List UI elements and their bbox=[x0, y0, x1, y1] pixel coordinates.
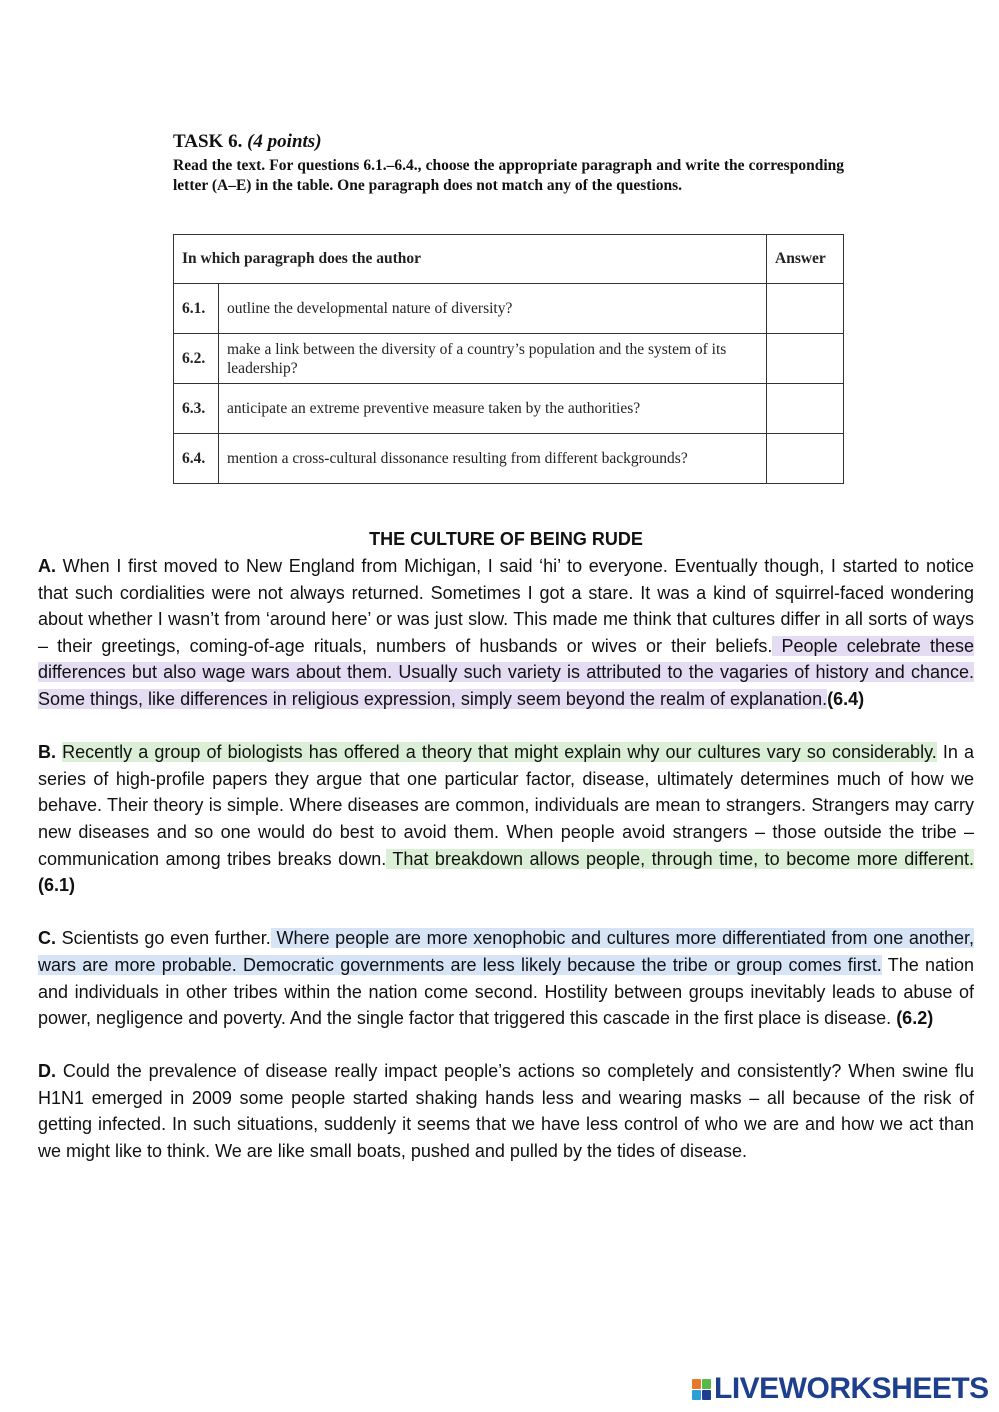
question-reference: (6.1) bbox=[38, 875, 76, 896]
paragraph-text: When I first moved to New England from Michigan, I said ‘hi’ to everyone. Eventually though, I started to notice that such cordialities were not always returned. Sometimes I got a stare. It was a kind of squirrel-faced wondering about whether I wasn’t from ‘around here’ or was just slow. This made me think that cultures differ in all sorts of ways – their greetings, coming-of-age rituals, numbers of husbands or wives or their beliefs. bbox=[38, 556, 974, 656]
table-row bbox=[174, 334, 844, 384]
highlighted-text: Recently a group of biologists has offered a theory that might explain why our cultures vary so considerably. bbox=[62, 742, 937, 763]
task-points: (4 points) bbox=[247, 131, 322, 152]
paragraph-text: Could the prevalence of disease really impact people’s actions so completely and consistently? When swine flu H1N1 emerged in 2009 some people started shaking hands less and wearing masks – all because of the risk of getting infected. In such situations, suddenly it seems that we have less control of who we are and how we act than we might like to think. We are like small boats, pushed and pulled by the tides of disease. bbox=[38, 1061, 974, 1162]
table-header-row bbox=[174, 235, 844, 284]
paragraph-label: C. bbox=[38, 928, 56, 949]
article-body bbox=[38, 553, 974, 1191]
highlighted-text: People celebrate these differences but also wage wars about them. Usually such variety is attributed to the vagaries of history and chance. Some things, like differences in religious expression, simply seem beyond the realm of explanation. bbox=[38, 635, 974, 709]
paragraph-label: D. bbox=[38, 1061, 56, 1082]
task-title-main: TASK 6. bbox=[173, 131, 243, 152]
question-number: 6.4. bbox=[174, 434, 219, 484]
answer-cell[interactable] bbox=[767, 384, 844, 434]
paragraph-b bbox=[38, 739, 974, 899]
answer-cell[interactable] bbox=[767, 284, 844, 334]
answer-cell[interactable] bbox=[767, 334, 844, 384]
paragraph-d bbox=[38, 1058, 974, 1164]
answer-cell[interactable] bbox=[767, 434, 844, 484]
paragraph-a bbox=[38, 553, 974, 713]
paragraph-text: In a series of high-profile papers they argue that one particular factor, disease, ultimately determines much of how we behave. Their theory is simple. Where diseases are common, individuals are mean to strangers. Strangers may carry new diseases and so one would do best to avoid them. When people avoid strangers – those outside the tribe – communication among tribes breaks down. bbox=[38, 742, 974, 869]
table-row bbox=[174, 434, 844, 484]
question-text: mention a cross-cultural dissonance resulting from different backgrounds? bbox=[219, 434, 767, 484]
paragraph-text: Scientists go even further. bbox=[56, 928, 271, 949]
highlighted-text: That breakdown allows people, through time, to become more different. bbox=[386, 848, 974, 869]
header-answer: Answer bbox=[767, 235, 844, 284]
article-title: THE CULTURE OF BEING RUDE bbox=[369, 529, 643, 549]
paragraph-c bbox=[38, 925, 974, 1031]
table-row bbox=[174, 284, 844, 334]
question-text: make a link between the diversity of a country’s population and the system of its leadership? bbox=[219, 334, 767, 384]
questions-table bbox=[173, 234, 844, 484]
question-number: 6.1. bbox=[174, 284, 219, 334]
paragraph-label: A. bbox=[38, 556, 56, 576]
question-text: outline the developmental nature of diversity? bbox=[219, 284, 767, 334]
task-header bbox=[173, 130, 844, 196]
header-question: In which paragraph does the author bbox=[174, 235, 767, 284]
paragraph-text: The nation and individuals in other tribes within the nation come second. Hostility between groups inevitably leads to abuse of power, negligence and poverty. And the single factor that triggered this cascade in the first place is disease. bbox=[38, 954, 974, 1029]
liveworksheets-logo[interactable] bbox=[692, 1372, 989, 1406]
question-number: 6.2. bbox=[174, 334, 219, 384]
task-instructions: Read the text. For questions 6.1.–6.4., choose the appropriate paragraph and write the corresponding letter (A–E) in the table. One paragraph does not match any of the questions. bbox=[173, 157, 844, 194]
question-reference: (6.4) bbox=[827, 688, 865, 709]
task-title bbox=[173, 130, 844, 154]
paragraph-label: B. bbox=[38, 742, 56, 763]
question-reference: (6.2) bbox=[896, 1008, 934, 1029]
liveworksheets-logo-icon bbox=[692, 1379, 711, 1400]
table-row bbox=[174, 384, 844, 434]
logo-text: LIVEWORKSHEETS bbox=[714, 1372, 989, 1405]
highlighted-text: Where people are more xenophobic and cultures more differentiated from one another, wars are more probable. Democratic governments are less likely because the tribe or group comes first. bbox=[38, 928, 974, 975]
question-number: 6.3. bbox=[174, 384, 219, 434]
question-text: anticipate an extreme preventive measure taken by the authorities? bbox=[219, 384, 767, 434]
